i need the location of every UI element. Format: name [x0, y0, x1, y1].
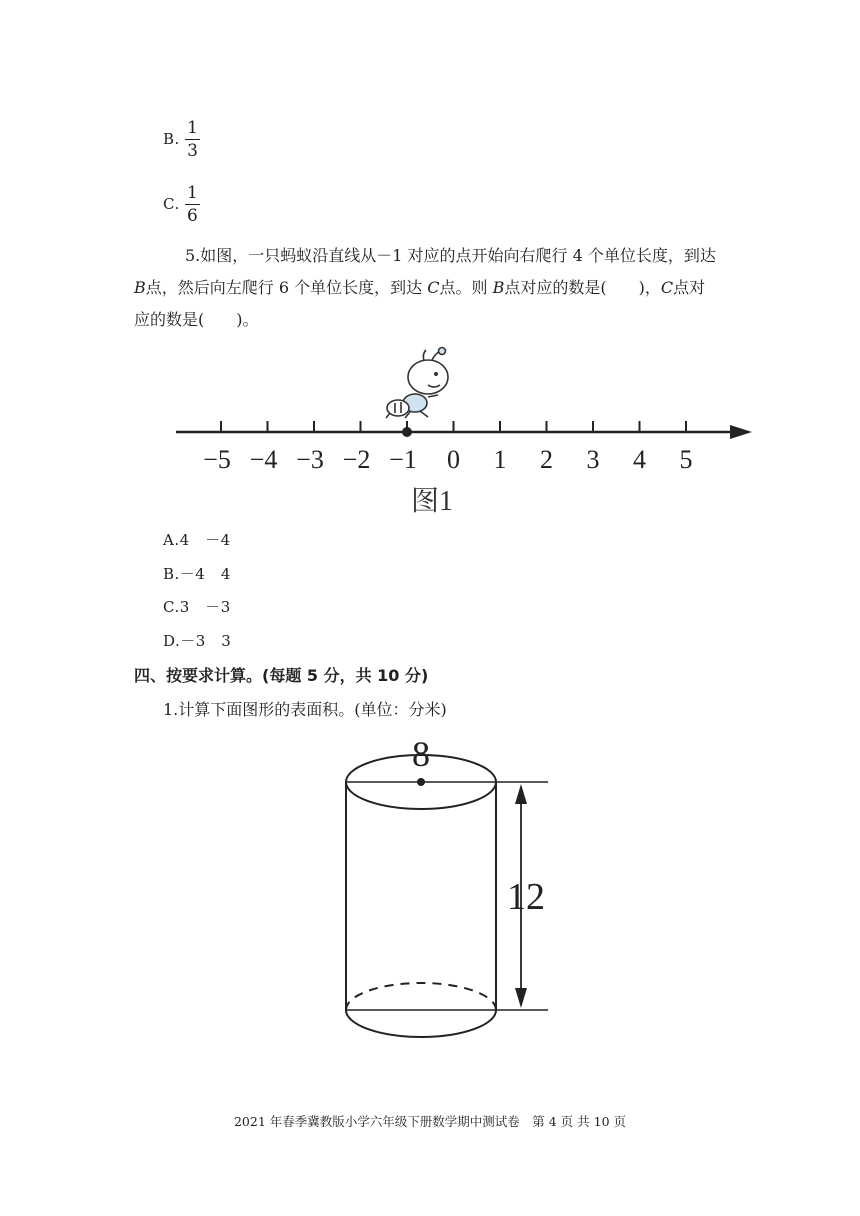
cylinder-bottom-front	[346, 1010, 496, 1037]
tick-label: −1	[389, 445, 417, 474]
page-footer: 2021 年春季冀教版小学六年级下册数学期中测试卷 第 4 页 共 10 页	[233, 1114, 626, 1129]
diameter-label: 8	[412, 734, 430, 774]
option-d: D.－3 3	[163, 632, 232, 650]
point-b-label: B	[134, 278, 146, 297]
tick-label: −5	[203, 445, 231, 474]
axis-arrow-icon	[730, 425, 752, 439]
tick-label: 3	[586, 445, 600, 474]
number-line-figure	[170, 345, 760, 525]
fraction-denominator: 3	[187, 141, 199, 161]
ant-icon	[386, 348, 448, 419]
option-c-prev	[163, 185, 200, 225]
height-label: 12	[507, 876, 545, 918]
tick-label: 2	[540, 445, 553, 474]
tick-label: −4	[249, 445, 278, 474]
fraction-denominator: 6	[187, 206, 199, 226]
tick-label: −2	[342, 445, 371, 474]
text-run: 点对	[673, 278, 706, 297]
fraction-numerator: 1	[187, 183, 199, 203]
figure-caption: 图1	[410, 486, 454, 517]
tick-label: 5	[679, 445, 693, 474]
point-c-label: C	[660, 278, 674, 297]
cylinder-bottom-back	[346, 983, 496, 1010]
option-b-prev	[163, 120, 200, 160]
arrow-down-icon	[515, 988, 527, 1008]
question-5-line1: 5.如图，一只蚂蚁沿直线从－1 对应的点开始向右爬行 4 个单位长度，到达	[185, 246, 716, 265]
section-4-question-1: 1.计算下面图形的表面积。(单位：分米)	[163, 700, 447, 719]
tick-group	[203, 421, 692, 474]
text-run: 点。则	[439, 278, 493, 297]
question-5-line2	[134, 272, 734, 304]
text-run: 点，然后向左爬行 6 个单位长度，到达	[145, 278, 428, 297]
fraction	[185, 185, 200, 225]
text-run: 点对应的数是( )，	[504, 278, 661, 297]
tick-label: 1	[493, 445, 507, 474]
arrow-up-icon	[515, 784, 527, 804]
tick-label: −3	[296, 445, 324, 474]
point-b-label: B	[492, 278, 505, 297]
option-a: A.4 －4	[163, 531, 231, 549]
center-point-dot	[417, 778, 425, 786]
start-point-dot	[402, 427, 412, 437]
section-4-title: 四、按要求计算。(每题 5 分，共 10 分)	[134, 666, 429, 685]
tick-label: 0	[447, 445, 460, 474]
point-c-label: C	[427, 278, 440, 297]
option-b: B.－4 4	[163, 565, 231, 583]
option-letter: B.	[163, 130, 180, 148]
tick-label: 4	[633, 445, 646, 474]
fraction-numerator: 1	[187, 118, 199, 138]
cylinder-figure	[330, 732, 560, 1052]
option-letter: C.	[163, 195, 180, 213]
option-c: C.3 －3	[163, 598, 231, 616]
question-5-line3: 应的数是( )。	[134, 310, 259, 329]
question-5	[134, 240, 734, 336]
fraction	[185, 120, 200, 160]
